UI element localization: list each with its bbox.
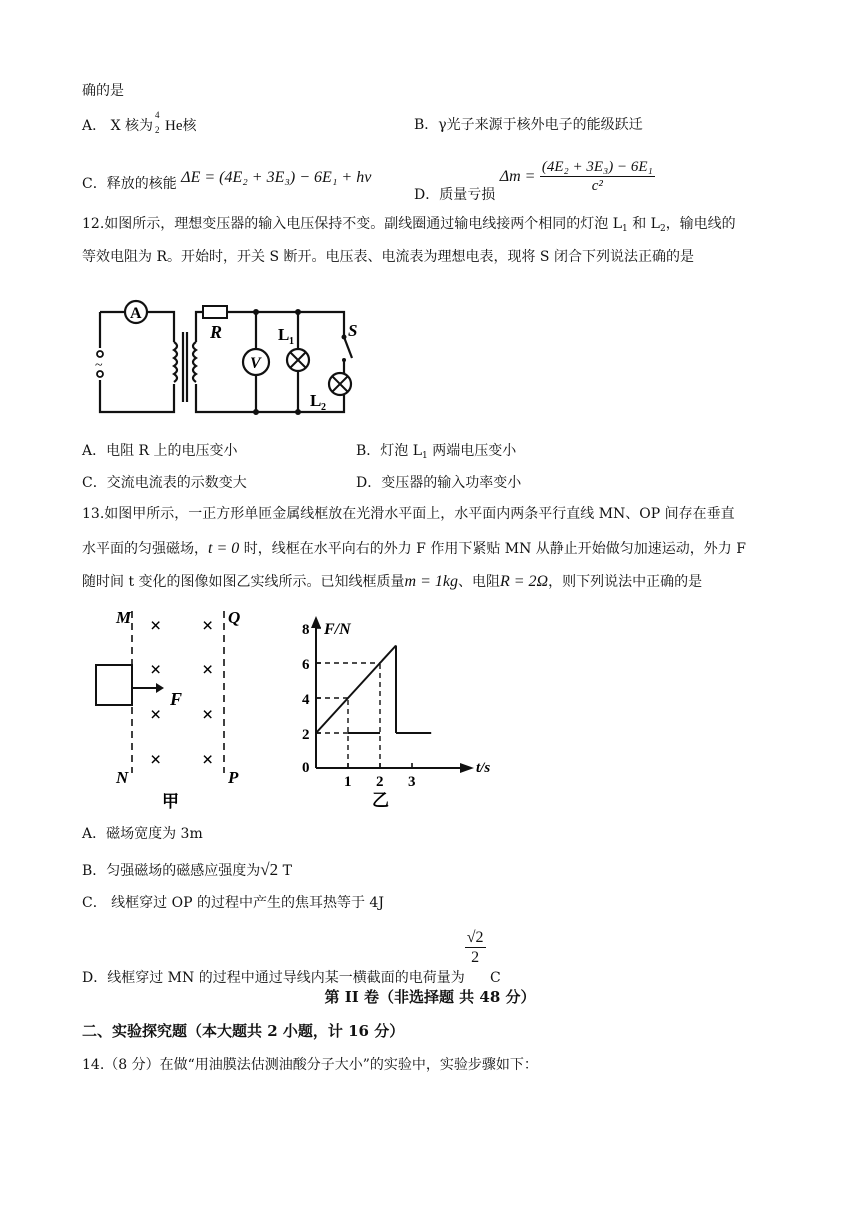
y-tick-label: 4 [302, 692, 310, 708]
q13-option-b-a: B．匀强磁场的磁感应强度为 [82, 863, 261, 879]
q12-stem-line1-b: 和 L [627, 216, 660, 232]
field-cross: × [150, 659, 162, 681]
q13-stem-line3-b: 、电阻 [457, 574, 500, 590]
y-tick-label: 6 [302, 657, 310, 673]
y-axis-arrow [311, 616, 321, 628]
field-cross: × [202, 615, 214, 637]
y-axis-label: F/N [324, 621, 351, 638]
ammeter-label: A [130, 305, 142, 322]
q11-tail-text: 确的是 [82, 83, 124, 99]
q12-circuit-figure [86, 292, 366, 422]
origin-label: 0 [302, 760, 310, 776]
q12-stem-line1-c: ，输电线的 [665, 216, 736, 232]
section2-heading: 第 II 卷（非选择题 共 48 分） [324, 988, 536, 1006]
field-cross: × [150, 615, 162, 637]
q14-stem: 14.（8 分）在做“用油膜法估测油酸分子大小”的实验中，实验步骤如下： [82, 1057, 538, 1073]
section2-part-title: 二、实验探究题（本大题共 2 小题，计 16 分） [82, 1022, 405, 1040]
q13-stem-line2-b: 时，线框在水平向右的外力 F 作用下紧贴 MN 从静止开始做匀加速运动，外力 F [239, 541, 746, 557]
q12-option-a: A．电阻 R 上的电压变小 [82, 443, 238, 459]
primary-left-wire [100, 312, 174, 412]
q13-stem-t0: t = 0 [208, 540, 240, 557]
q12-stem-sub1: 1 [622, 224, 628, 234]
q13-stem-line3-a: 随时间 t 变化的图像如图乙实线所示。已知线框质量 [82, 574, 405, 590]
source-terminal-top [97, 351, 103, 357]
secondary-coil [193, 342, 196, 382]
q11-option-a-label: A． [82, 118, 107, 134]
q12-option-b-a: B．灯泡 L [356, 443, 423, 459]
lamp2-subscript: 2 [321, 402, 326, 413]
q12-option-b [356, 443, 516, 462]
lamp1-subscript: 1 [289, 336, 294, 347]
q12-stem-line1-a: 12.如图所示，理想变压器的输入电压保持不变。副线圈通过输电线接两个相同的灯泡 L [82, 216, 623, 232]
q11-option-c [82, 169, 372, 193]
q13-stem-line3-c: ，则下列说法中正确的是 [548, 574, 703, 590]
q13-option-a: A．磁场宽度为 3m [82, 826, 203, 842]
q11-option-b: B．γ光子来源于核外电子的能级跃迁 [414, 117, 643, 133]
voltmeter-label: V [250, 355, 261, 372]
q11-option-d-lhs: Δm = [499, 167, 536, 185]
field-cross: × [202, 749, 214, 771]
field-cross: × [150, 704, 162, 726]
q11-nuclide: He [165, 118, 183, 134]
q12-option-b-b: 两端电压变小 [427, 443, 517, 459]
label-F: F [170, 689, 183, 709]
q13-stem-resistance: R = 2Ω [499, 573, 549, 590]
q13-stem-line1: 13.如图甲所示，一正方形单匝金属线框放在光滑水平面上，水平面内两条平行直线 MN、OP 间存在垂直 [82, 506, 735, 522]
q12-stem-line2: 等效电阻为 R。开始时，开关 S 断开。电压表、电流表为理想电表，现将 S 闭合下列说法正确的是 [82, 249, 694, 265]
q13-option-d-numerator: √2 [465, 928, 486, 948]
resistor-label: R [210, 322, 223, 342]
caption-jia: 甲 [162, 792, 179, 811]
q13-option-b-unit: T [278, 863, 292, 879]
caption-yi: 乙 [372, 791, 389, 810]
q13-stem-line2-a: 水平面的匀强磁场， [82, 541, 208, 557]
q11-option-a [82, 110, 197, 135]
lamp2-label: L [310, 391, 322, 410]
q12-option-c: C．交流电流表的示数变大 [82, 475, 247, 491]
q13-option-d-a: D．线框穿过 MN 的过程中通过导线内某一横截面的电荷量为 [82, 969, 465, 986]
switch-icon [344, 337, 352, 358]
q11-option-d-numerator: (4E₂ + 3E₃) − 6E₁ [541, 159, 653, 175]
resistor-icon [203, 306, 227, 318]
q13-option-b [82, 860, 292, 880]
label-Q: Q [228, 608, 241, 627]
y-tick-label: 2 [302, 727, 310, 743]
q11-option-d [414, 150, 655, 203]
q11-option-d-fraction [540, 158, 655, 195]
q13-option-d [82, 928, 501, 986]
q11-mass-number: 4 [155, 110, 160, 120]
q12-stem-sub2: 2 [659, 224, 666, 234]
q13-option-d-fraction [465, 928, 486, 967]
q13-stem-mass: m = 1kg [404, 573, 458, 590]
q11-option-d-denominator: c² [591, 178, 603, 194]
x-tick-label: 2 [376, 774, 384, 790]
q13-stem-line2 [82, 539, 746, 558]
field-cross: × [202, 704, 214, 726]
switch-label: S [348, 321, 358, 340]
q11-option-a-text: X 核为 [110, 118, 153, 134]
q13-option-d-unit: C [485, 969, 501, 986]
q12-option-b-sub: 1 [422, 451, 428, 461]
y-tick-label: 8 [302, 622, 310, 638]
x-axis-arrow [460, 763, 474, 773]
force-series-line-1 [316, 646, 396, 734]
x-tick-label: 1 [344, 774, 352, 790]
q11-option-c-formula: ΔE = (4E₂ + 3E₃) − 6E₁ + hν [181, 169, 372, 186]
square-frame [96, 665, 132, 705]
source-symbol: ~ [95, 358, 103, 373]
q13-option-b-value: √2 [260, 860, 279, 879]
q13-figure-yi-chart [288, 608, 498, 813]
q13-option-c: C． 线框穿过 OP 的过程中产生的焦耳热等于 4J [82, 895, 384, 911]
x-axis-label: t/s [476, 760, 491, 776]
q11-option-c-label: C．释放的核能 [82, 176, 177, 192]
q12-stem-line1 [82, 216, 736, 235]
q13-stem-line3 [82, 572, 702, 591]
label-P: P [228, 768, 239, 787]
field-cross: × [202, 659, 214, 681]
q11-atomic-number: 2 [155, 125, 160, 135]
field-cross: × [150, 749, 162, 771]
lamp1-label: L [278, 325, 290, 344]
q11-option-d-label: D．质量亏损 [414, 186, 496, 203]
x-tick-label: 3 [408, 774, 416, 790]
q13-option-d-denominator: 2 [471, 949, 480, 967]
q13-figure-jia [90, 603, 250, 813]
label-N: N [116, 768, 129, 787]
primary-coil [174, 342, 177, 382]
q11-option-a-suffix: 核 [182, 118, 197, 134]
q12-option-d: D．变压器的输入功率变小 [356, 475, 522, 491]
label-M: M [116, 608, 132, 627]
